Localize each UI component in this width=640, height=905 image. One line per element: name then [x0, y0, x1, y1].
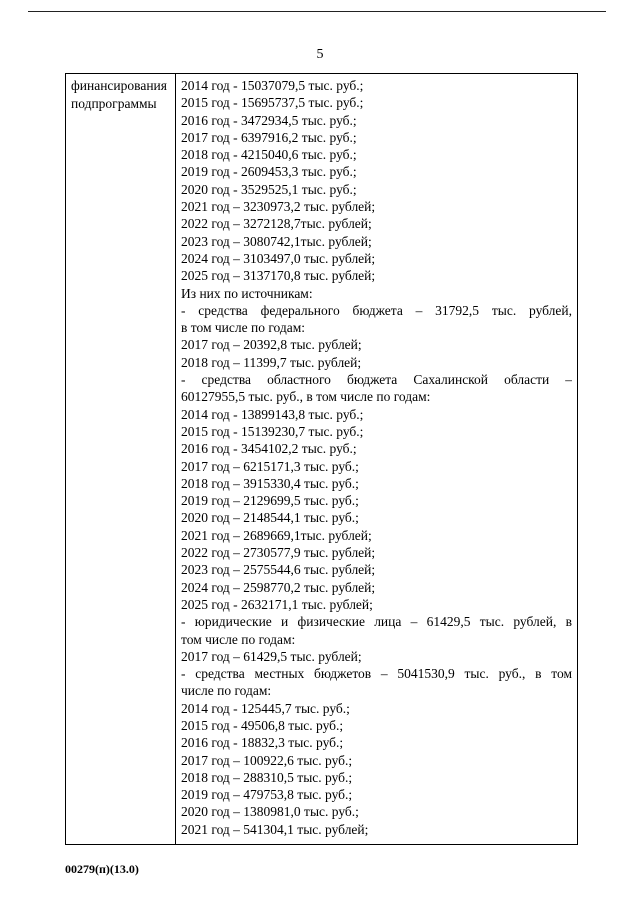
- content-line: 2016 год - 3454102,2 тыс. руб.;: [181, 441, 357, 457]
- content-line: 2025 год – 3137170,8 тыс. рублей;: [181, 268, 376, 284]
- content-line: в том числе по годам:: [181, 320, 306, 336]
- top-rule: [28, 11, 606, 12]
- content-line: 2023 год – 2575544,6 тыс. рублей;: [181, 562, 376, 578]
- content-line: 2018 год – 11399,7 тыс. рублей;: [181, 354, 362, 370]
- content-line: 2016 год - 18832,3 тыс. руб.;: [181, 735, 344, 751]
- content-line: том числе по годам:: [181, 631, 296, 647]
- content-line: 2022 год – 3272128,7тыс. рублей;: [181, 216, 372, 232]
- content-line: 2018 год – 3915330,4 тыс. руб.;: [181, 475, 359, 491]
- content-line: 2020 год – 2148544,1 тыс. руб.;: [181, 510, 359, 526]
- content-line: 2017 год – 61429,5 тыс. рублей;: [181, 648, 362, 664]
- content-line: 2022 год – 2730577,9 тыс. рублей;: [181, 545, 376, 561]
- content-line: 2024 год – 3103497,0 тыс. рублей;: [181, 250, 376, 266]
- content-line: 2019 год – 2129699,5 тыс. руб.;: [181, 493, 359, 509]
- content-line: 2021 год – 541304,1 тыс. рублей;: [181, 821, 369, 837]
- content-line: - юридические и физические лица – 61429,5 тыс. рублей, в: [181, 614, 572, 630]
- content-line: 2023 год – 3080742,1тыс. рублей;: [181, 233, 372, 249]
- content-line: 2018 год - 4215040,6 тыс. руб.;: [181, 147, 357, 163]
- label-line: финансирования: [71, 78, 167, 93]
- content-line: 2020 год - 3529525,1 тыс. руб.;: [181, 181, 357, 197]
- content-line: 2014 год - 13899143,8 тыс. руб.;: [181, 406, 364, 422]
- content-line: 2021 год – 3230973,2 тыс. рублей;: [181, 199, 376, 215]
- content-line: 2015 год - 15139230,7 тыс. руб.;: [181, 423, 364, 439]
- content-line: 2019 год – 479753,8 тыс. руб.;: [181, 787, 353, 803]
- content-line: 2015 год - 15695737,5 тыс. руб.;: [181, 95, 364, 111]
- content-line: 2014 год - 15037079,5 тыс. руб.;: [181, 78, 364, 93]
- page-number: 5: [316, 47, 324, 62]
- content-line: 2017 год – 100922,6 тыс. руб.;: [181, 752, 353, 768]
- content-line: Из них по источникам:: [181, 285, 313, 301]
- column-divider: [175, 74, 176, 844]
- label-cell: [71, 77, 174, 113]
- content-line: 2016 год - 3472934,5 тыс. руб.;: [181, 112, 357, 128]
- content-line: 2017 год – 20392,8 тыс. рублей;: [181, 337, 362, 353]
- content-line: 60127955,5 тыс. руб., в том числе по годам:: [181, 389, 431, 405]
- document-code: 00279(п)(13.0): [65, 862, 139, 876]
- content-line: 2018 год – 288310,5 тыс. руб.;: [181, 769, 353, 785]
- content-line: 2024 год – 2598770,2 тыс. рублей;: [181, 579, 376, 595]
- content-line: - средства местных бюджетов – 5041530,9 тыс. руб., в том: [181, 666, 572, 682]
- content-line: 2014 год - 125445,7 тыс. руб.;: [181, 700, 350, 716]
- content-line: 2017 год – 6215171,3 тыс. руб.;: [181, 458, 359, 474]
- content-line: 2015 год - 49506,8 тыс. руб.;: [181, 717, 344, 733]
- content-line: 2025 год - 2632171,1 тыс. рублей;: [181, 596, 373, 612]
- content-cell: [181, 77, 572, 838]
- content-line: 2017 год - 6397916,2 тыс. руб.;: [181, 129, 357, 145]
- content-line: числе по годам:: [181, 683, 272, 699]
- content-line: - средства федерального бюджета – 31792,5 тыс. рублей,: [181, 302, 572, 318]
- financing-table: [65, 73, 578, 845]
- label-line: подпрограммы: [71, 96, 157, 111]
- content-line: 2020 год – 1380981,0 тыс. руб.;: [181, 804, 359, 820]
- content-line: - средства областного бюджета Сахалинской области –: [181, 372, 572, 388]
- content-line: 2019 год - 2609453,3 тыс. руб.;: [181, 164, 357, 180]
- content-line: 2021 год – 2689669,1тыс. рублей;: [181, 527, 372, 543]
